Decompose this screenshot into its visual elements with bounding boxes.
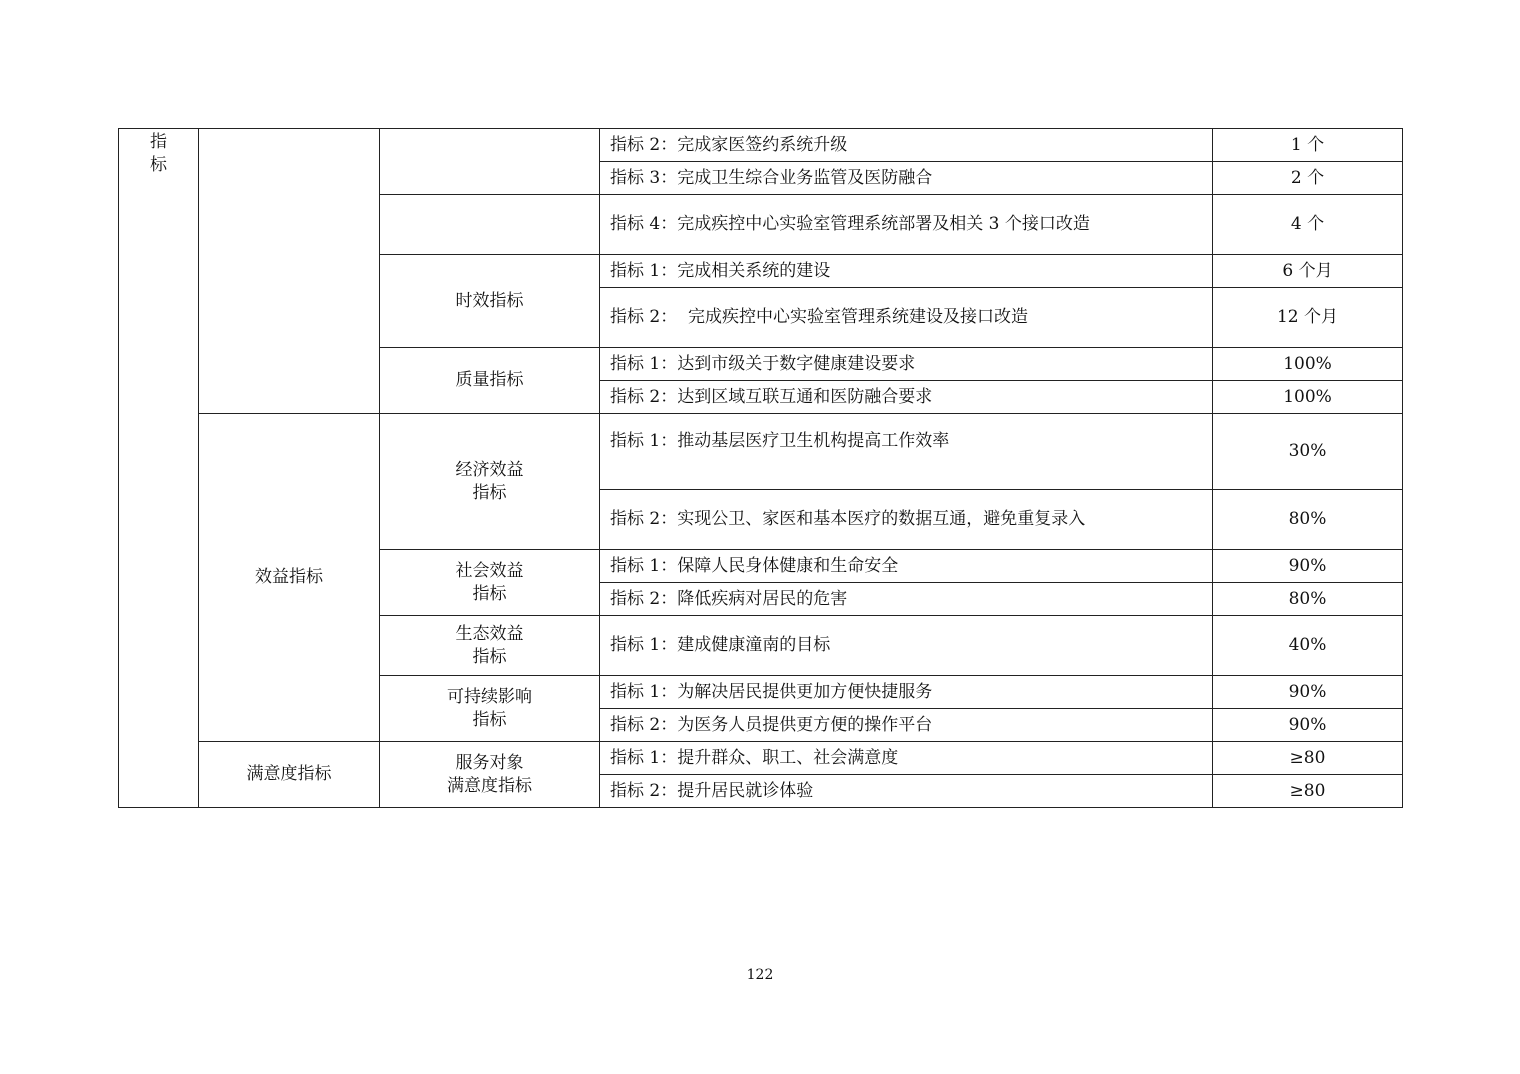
level3-label-line: 指标 <box>472 709 507 730</box>
indicator-description: 指标 1：提升群众、职工、社会满意度 <box>600 742 1213 775</box>
indicator-description: 指标 2：实现公卫、家医和基本医疗的数据互通，避免重复录入 <box>600 490 1213 550</box>
indicator-description: 指标 3：完成卫生综合业务监管及医防融合 <box>600 162 1213 195</box>
level2-indicator-cell-empty <box>199 129 380 414</box>
table-row <box>119 129 1403 162</box>
indicator-description: 指标 2：提升居民就诊体验 <box>600 775 1213 808</box>
level3-indicator-economic <box>380 414 600 550</box>
level3-indicator-cell-empty <box>380 195 600 255</box>
level1-char: 标 <box>150 155 167 175</box>
indicator-value: 6 个月 <box>1213 255 1403 288</box>
level3-label-line: 指标 <box>472 583 507 604</box>
level3-label-line: 生态效益 <box>455 623 524 644</box>
indicator-description: 指标 2： 完成疾控中心实验室管理系统建设及接口改造 <box>600 288 1213 348</box>
indicator-description <box>600 414 1213 490</box>
indicator-description: 指标 2：为医务人员提供更方便的操作平台 <box>600 709 1213 742</box>
indicator-value: 80% <box>1213 583 1403 616</box>
performance-indicator-table <box>118 128 1403 808</box>
level2-indicator-benefit: 效益指标 <box>199 414 380 742</box>
indicator-value: 4 个 <box>1213 195 1403 255</box>
indicator-description: 指标 2：达到区域互联互通和医防融合要求 <box>600 381 1213 414</box>
indicator-value: 90% <box>1213 550 1403 583</box>
indicator-description-text: 指标 1：推动基层医疗卫生机构提高工作效率 <box>610 431 950 451</box>
level3-label-line: 可持续影响 <box>447 686 532 707</box>
level3-indicator-timeliness: 时效指标 <box>380 255 600 348</box>
level3-indicator-sustainable <box>380 676 600 742</box>
indicator-description: 指标 1：达到市级关于数字健康建设要求 <box>600 348 1213 381</box>
level1-indicator-cell <box>119 129 199 808</box>
indicator-value: 2 个 <box>1213 162 1403 195</box>
indicator-value: 90% <box>1213 709 1403 742</box>
indicator-description: 指标 1：保障人民身体健康和生命安全 <box>600 550 1213 583</box>
level3-label-line: 指标 <box>472 646 507 667</box>
indicator-value: 12 个月 <box>1213 288 1403 348</box>
level3-label-line: 指标 <box>472 482 507 503</box>
level3-indicator-service-satisfaction <box>380 742 600 808</box>
page-number: 122 <box>746 967 774 983</box>
indicator-description: 指标 2：降低疾病对居民的危害 <box>600 583 1213 616</box>
indicator-description: 指标 1：建成健康潼南的目标 <box>600 616 1213 676</box>
indicator-value: ≥80 <box>1213 742 1403 775</box>
indicator-description: 指标 4：完成疾控中心实验室管理系统部署及相关 3 个接口改造 <box>600 195 1213 255</box>
indicator-description: 指标 2：完成家医签约系统升级 <box>600 129 1213 162</box>
level3-indicator-social <box>380 550 600 616</box>
indicator-description: 指标 1：完成相关系统的建设 <box>600 255 1213 288</box>
indicator-value: 100% <box>1213 348 1403 381</box>
indicator-value: 40% <box>1213 616 1403 676</box>
indicator-value: 30% <box>1213 414 1403 490</box>
level3-indicator-quality: 质量指标 <box>380 348 600 414</box>
level3-label-line: 服务对象 <box>455 752 524 773</box>
level3-label-line: 经济效益 <box>455 459 524 480</box>
level3-indicator-cell-empty <box>380 129 600 195</box>
table-row <box>119 414 1403 490</box>
indicator-value: 100% <box>1213 381 1403 414</box>
level3-indicator-ecological <box>380 616 600 676</box>
indicator-value: 90% <box>1213 676 1403 709</box>
level3-label-line: 社会效益 <box>455 560 524 581</box>
indicator-description: 指标 1：为解决居民提供更加方便快捷服务 <box>600 676 1213 709</box>
level3-label-line: 满意度指标 <box>447 775 532 796</box>
level2-indicator-satisfaction: 满意度指标 <box>199 742 380 808</box>
indicator-value: 1 个 <box>1213 129 1403 162</box>
indicator-value: 80% <box>1213 490 1403 550</box>
indicator-value: ≥80 <box>1213 775 1403 808</box>
level1-char: 指 <box>150 132 167 152</box>
table-row <box>119 742 1403 775</box>
